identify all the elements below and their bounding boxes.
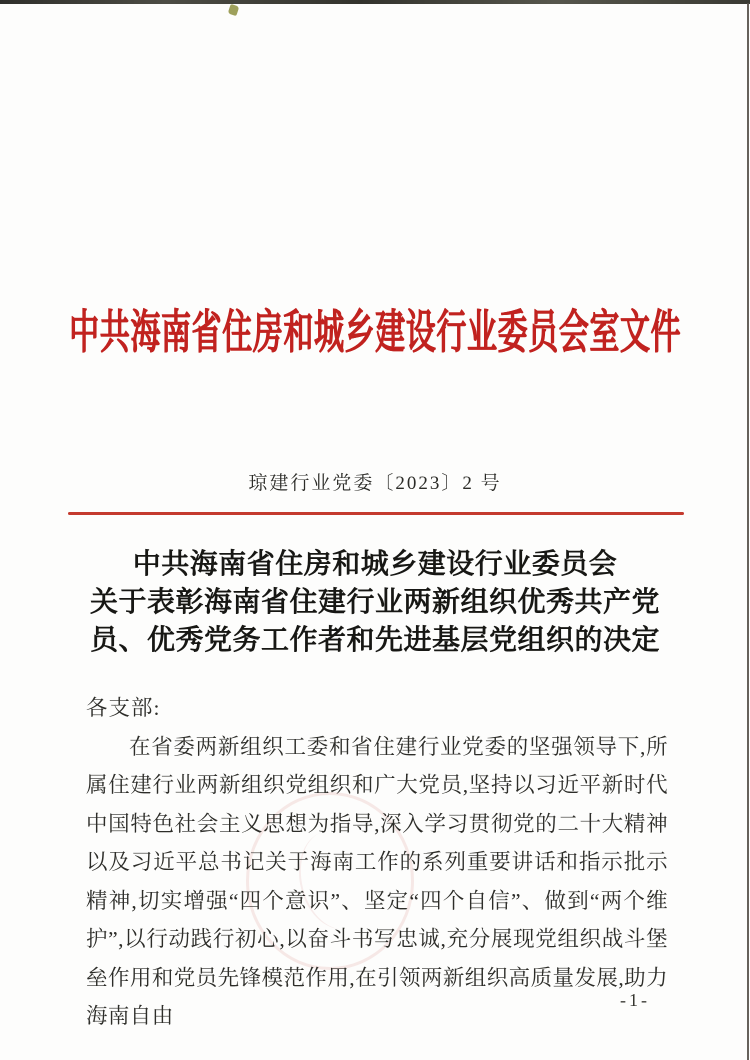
document-title-line-1: 中共海南省住房和城乡建设行业委员会 xyxy=(132,549,618,580)
page-number: -1- xyxy=(620,990,650,1010)
document-number: 琼建行业党委〔2023〕2 号 xyxy=(248,473,502,494)
red-separator-line xyxy=(68,512,684,515)
scan-speck-artifact xyxy=(228,4,240,16)
scan-right-edge-artifact xyxy=(747,3,749,1060)
salutation: 各支部: xyxy=(86,696,161,720)
document-title xyxy=(35,546,715,660)
body-paragraph: 在省委两新组织工委和省住建行业党委的坚强领导下,所属住建行业两新组织党组织和广大党员,坚持以习近平新时代中国特色社会主义思想为指导,深入学习贯彻党的二十大精神以及习近平总书记关于海南工作的系列重要讲话和指示批示精神,切实增强“四个意识”、坚定“四个自信”、做到“两个维护”,以行动践行初心,以奋斗书写忠诚,充分展现党组织战斗堡垒作用和党员先锋模范作用,在引领两新组织高质量发展,助力海南自由 xyxy=(86,734,668,1028)
document-title-line-3: 员、优秀党务工作者和先进基层党组织的决定 xyxy=(89,625,660,656)
document-title-line-2: 关于表彰海南省住建行业两新组织优秀共产党 xyxy=(89,587,660,618)
document-body xyxy=(86,689,668,1036)
letterhead-banner-title: 中共海南省住房和城乡建设行业委员会室文件 xyxy=(69,307,681,360)
scan-top-edge-artifact xyxy=(0,0,750,4)
